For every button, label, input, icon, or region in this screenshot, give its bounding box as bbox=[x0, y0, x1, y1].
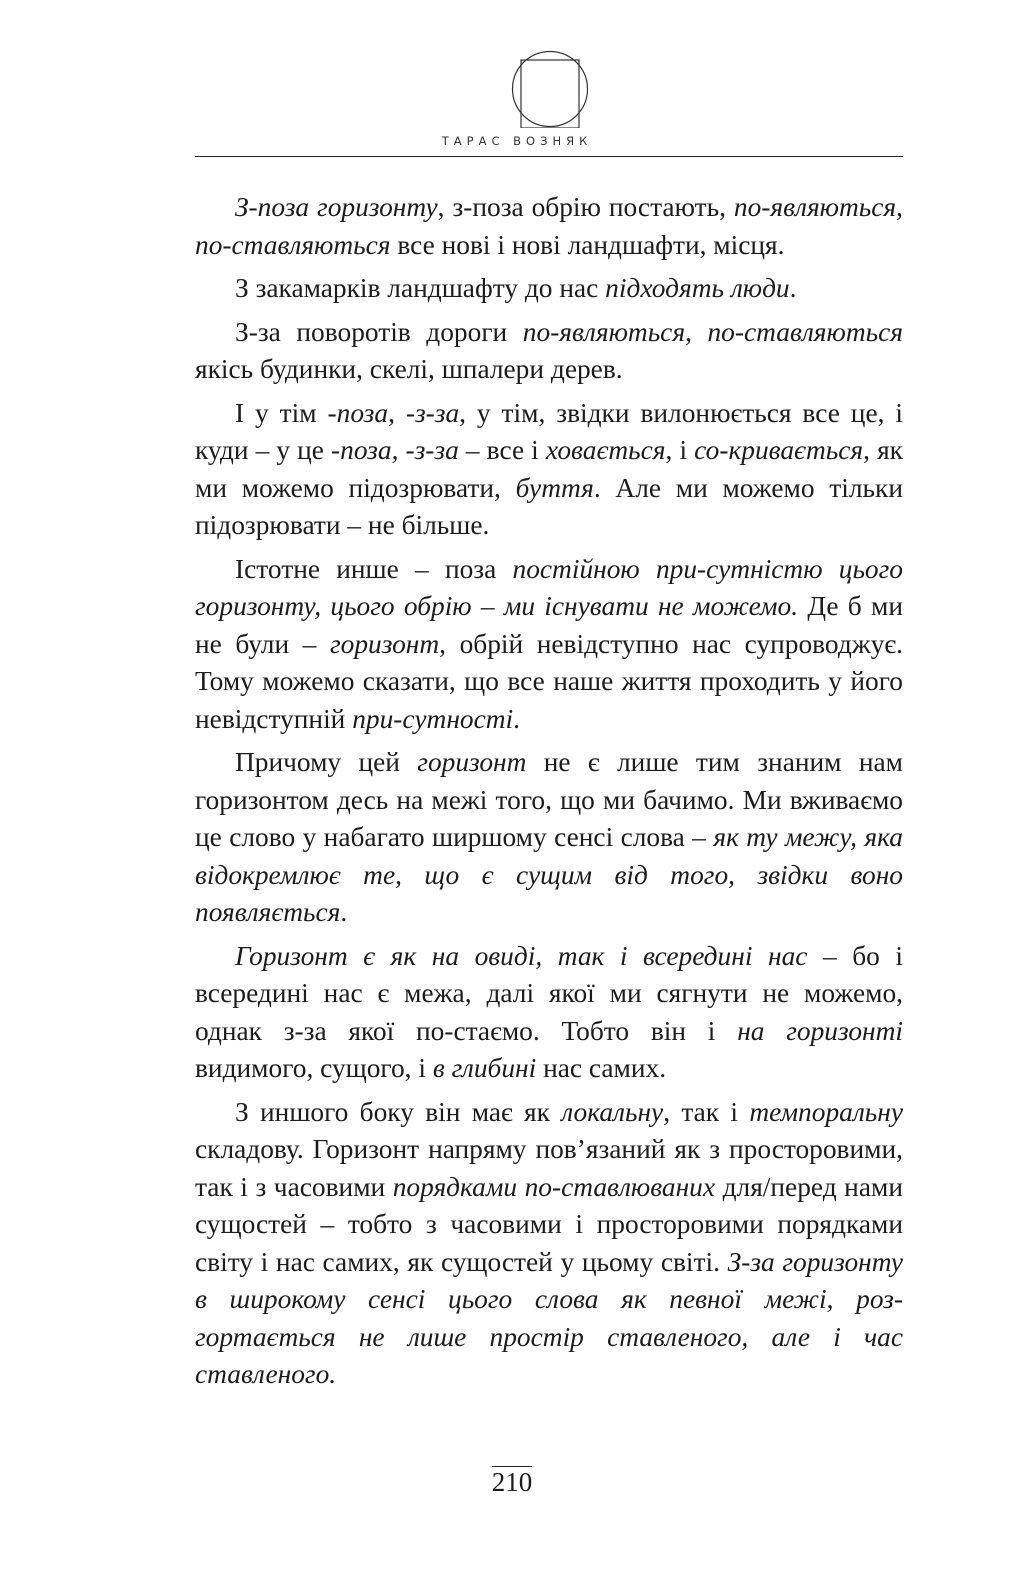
text-segment: нас самих. bbox=[536, 1053, 667, 1083]
text-segment: . bbox=[513, 703, 521, 734]
italic-text-segment: в глибині bbox=[432, 1053, 537, 1083]
text-segment: – все і bbox=[458, 435, 546, 465]
italic-text-segment: як ту межу, яка відокремлює те, що є сущим від того, звідки воно появляється bbox=[195, 822, 903, 927]
text-segment: для/перед нами сущостей – тобто з часовими і просторовими порядками світу і нас самих, як сущостей у цьому світі. bbox=[195, 1171, 903, 1277]
paragraph bbox=[195, 189, 903, 264]
italic-text-segment: З-поза горизонту bbox=[235, 192, 438, 222]
text-segment: якісь будинки, скелі, шпалери дерев. bbox=[195, 354, 623, 384]
italic-text-segment: Горизонт є як на овиді, так і всередині нас bbox=[235, 940, 808, 971]
text-segment: , bbox=[896, 192, 903, 222]
paragraph bbox=[195, 551, 903, 739]
paragraph bbox=[195, 938, 903, 1088]
italic-text-segment: порядками по-ставлюваних bbox=[392, 1171, 716, 1202]
italic-text-segment: темпоральну bbox=[749, 1096, 903, 1127]
text-segment: Істотне инше – поза bbox=[235, 553, 513, 584]
text-segment: складову. Горизонт напряму пов’язаний як з просторовими, так і з часовими bbox=[195, 1134, 903, 1202]
paragraph bbox=[195, 395, 903, 545]
text-segment: Причому цей bbox=[235, 747, 418, 777]
text-segment: , у тім, звідки вилонюється все це, і куди – у це bbox=[195, 397, 903, 465]
paragraph bbox=[195, 270, 903, 308]
paragraph bbox=[195, 744, 903, 932]
italic-text-segment: при-сутності bbox=[352, 703, 514, 734]
text-segment: , з-поза обрію постають, bbox=[437, 192, 734, 222]
text-segment: . bbox=[789, 273, 797, 303]
italic-text-segment: -поза, -з-за bbox=[327, 397, 460, 428]
text-segment: , так і bbox=[663, 1096, 750, 1127]
italic-text-segment: підходять люди bbox=[605, 273, 790, 303]
italic-text-segment: -поза, -з-за bbox=[331, 435, 459, 465]
italic-text-segment: горизонт bbox=[329, 628, 440, 659]
text-segment: З закамарків ландшафту до нас bbox=[235, 273, 606, 303]
header-rule bbox=[195, 156, 903, 157]
text-segment: З-за поворотів дороги bbox=[235, 316, 523, 347]
text-segment: , обрій невідступно нас супроводжує. Тому можемо сказати, що все наше життя проходить у його невідступній bbox=[195, 628, 903, 734]
paragraph bbox=[195, 1094, 903, 1394]
page-number-label: 210 bbox=[491, 1467, 533, 1497]
circle-square-logo-icon bbox=[511, 50, 589, 128]
italic-text-segment: ховається bbox=[545, 435, 666, 465]
page-number bbox=[0, 1466, 1024, 1498]
text-segment: І у тім bbox=[235, 397, 328, 428]
italic-text-segment: постійною при-сутністю цього горизонту, цього обрію – ми існувати не можемо. bbox=[195, 553, 903, 621]
italic-text-segment: со-кривається bbox=[694, 435, 864, 465]
italic-text-segment: по-являються bbox=[733, 192, 897, 222]
text-segment: . Але ми можемо тільки підозрювати – не більше. bbox=[195, 472, 903, 540]
body-text bbox=[195, 189, 903, 1400]
italic-text-segment: горизонт bbox=[417, 747, 527, 777]
text-segment: , як ми можемо підозрювати, bbox=[195, 435, 903, 503]
italic-text-segment: по-ставляються bbox=[195, 229, 391, 260]
italic-text-segment: на горизонті bbox=[737, 1015, 904, 1046]
text-segment: все нові і нові ландшафти, місця. bbox=[390, 229, 785, 260]
paragraph bbox=[195, 314, 903, 389]
text-segment: не є лише тим знаним нам горизонтом десь на межі того, що ми бачимо. Ми вживаємо це слово у набагато ширшому сенсі слова – bbox=[195, 747, 903, 852]
text-segment: Де б ми не були – bbox=[195, 591, 903, 659]
running-head: ТАРАС ВОЗНЯК bbox=[441, 134, 593, 148]
italic-text-segment: по-ставляються bbox=[707, 316, 903, 347]
text-segment: , bbox=[685, 316, 708, 347]
italic-text-segment: буття bbox=[515, 472, 594, 503]
text-segment: , і bbox=[665, 435, 695, 465]
text-segment: . bbox=[340, 897, 348, 927]
text-segment: З иншого боку він має як bbox=[235, 1096, 562, 1127]
text-segment: видимого, сущого, і bbox=[195, 1053, 433, 1083]
italic-text-segment: локальну bbox=[561, 1096, 664, 1127]
italic-text-segment: по-являються bbox=[522, 316, 686, 347]
italic-text-segment: З-за горизонту в широкому сенсі цього слова як певної межі, роз-гортається не лише простір ставленого, але і час ставленого. bbox=[195, 1246, 903, 1389]
text-segment: – бо і всередині нас є межа, далі якої ми сягнути не можемо, однак з-за якої по-стаємо. Тобто він і bbox=[195, 940, 903, 1046]
